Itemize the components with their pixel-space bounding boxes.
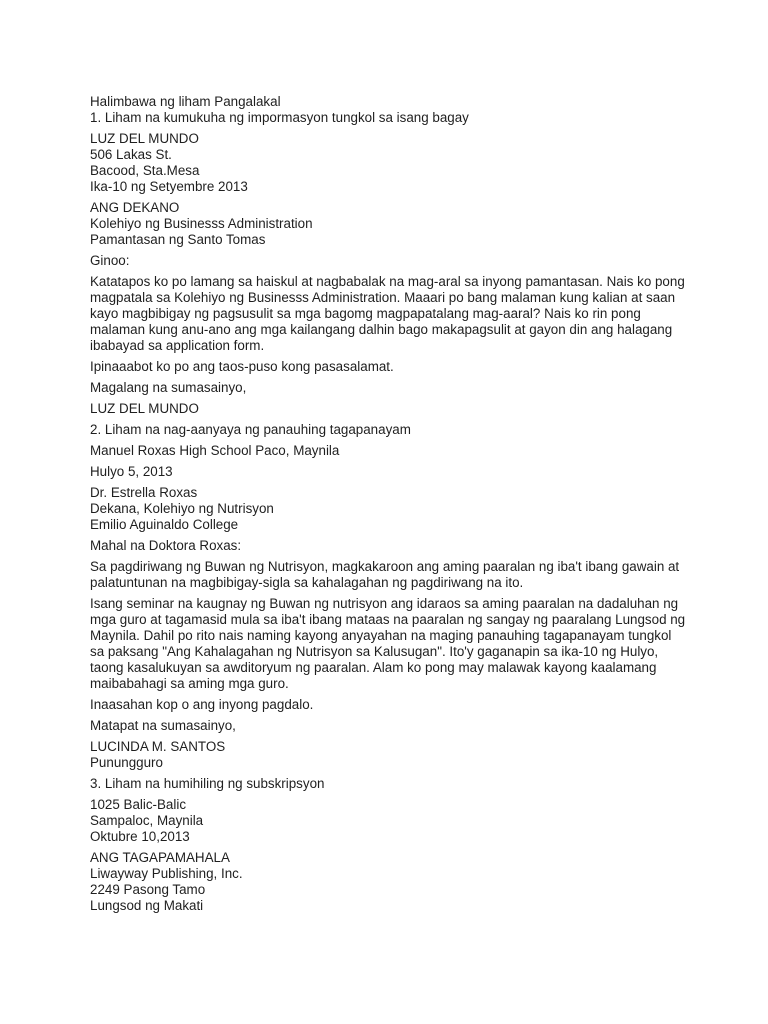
letter-2-paragraph-1 bbox=[90, 559, 690, 591]
letter-3-recipient-street: 2249 Pasong Tamo bbox=[90, 882, 206, 897]
letter-1-body bbox=[90, 274, 690, 354]
letter-2-sender-address: Manuel Roxas High School Paco, Maynila bbox=[90, 443, 340, 458]
section-2-heading: 2. Liham na nag-aanyaya ng panauhing tagapanayam bbox=[90, 422, 411, 437]
letter-2-salutation: Mahal na Doktora Roxas: bbox=[90, 538, 242, 553]
letter-2-para-3: Inaasahan kop o ang inyong pagdalo. bbox=[90, 697, 314, 712]
letter-2-recipient-name: Dr. Estrella Roxas bbox=[90, 485, 198, 500]
letter-3-date: Oktubre 10,2013 bbox=[90, 829, 190, 844]
letter-1-recipient-school: Pamantasan ng Santo Tomas bbox=[90, 232, 266, 247]
letter-1-body-line: Katatapos ko po lamang sa haiskul at nagbabalak na mag-aral sa inyong pamantasan. Nais ko pong bbox=[90, 274, 685, 289]
letter-1-recipient-block bbox=[90, 200, 690, 248]
letter-1-sender-street: 506 Lakas St. bbox=[90, 147, 172, 162]
letter-1-body-line: ibabayad sa application form. bbox=[90, 338, 265, 353]
letter-2-signature-name: LUCINDA M. SANTOS bbox=[90, 739, 226, 754]
letter-1-body-line: magpatala sa Kolehiyo ng Businesss Administration. Maaari po bang malaman kung kalian at saan bbox=[90, 290, 676, 305]
letter-1-sender-name: LUZ DEL MUNDO bbox=[90, 131, 199, 146]
document-page bbox=[90, 94, 690, 919]
section-2-heading-block bbox=[90, 422, 690, 438]
letter-2-para-2-line: Maynila. Dahil po rito nais naming kayong anyayahan na maging panauhing tagapanayam tungkol bbox=[90, 628, 672, 643]
letter-2-closing: Matapat na sumasainyo, bbox=[90, 718, 236, 733]
letter-1-date: Ika-10 ng Setyembre 2013 bbox=[90, 179, 248, 194]
letter-2-para-1-line: palatuntunan na magbibigay-sigla sa kahalagahan ng pagdiriwang na ito. bbox=[90, 575, 524, 590]
letter-1-body-line: kayo magbibigay ng pagsusulit sa mga bagomg magpapatalang mag-aaral? Nais ko rin pong bbox=[90, 306, 641, 321]
letter-1-salutation-block bbox=[90, 253, 690, 269]
letter-2-sender-block bbox=[90, 443, 690, 459]
letter-2-recipient-block bbox=[90, 485, 690, 533]
letter-2-closing-block bbox=[90, 718, 690, 734]
document-header bbox=[90, 94, 690, 126]
letter-2-signature-block bbox=[90, 739, 690, 771]
letter-2-para-2-line: maibabahagi sa aming mga guro. bbox=[90, 676, 289, 691]
letter-2-para-2-line: sa paksang "Ang Kahalagahan ng Nutrisyon sa Kalusugan". Ito'y gaganapin sa ika-10 ng Hulyo, bbox=[90, 644, 659, 659]
letter-2-date: Hulyo 5, 2013 bbox=[90, 464, 173, 479]
letter-1-sender-block bbox=[90, 131, 690, 195]
section-3-heading: 3. Liham na humihiling ng subskripsyon bbox=[90, 776, 325, 791]
letter-2-paragraph-3 bbox=[90, 697, 690, 713]
letter-1-closing: Magalang na sumasainyo, bbox=[90, 380, 247, 395]
letter-1-signature: LUZ DEL MUNDO bbox=[90, 401, 199, 416]
letter-1-thanks: Ipinaaabot ko po ang taos-puso kong pasasalamat. bbox=[90, 359, 394, 374]
letter-3-recipient-block bbox=[90, 850, 690, 914]
letter-1-recipient-title: ANG DEKANO bbox=[90, 200, 180, 215]
letter-3-sender-city: Sampaloc, Maynila bbox=[90, 813, 204, 828]
letter-2-paragraph-2 bbox=[90, 596, 690, 692]
letter-2-salutation-block bbox=[90, 538, 690, 554]
letter-3-recipient-company: Liwayway Publishing, Inc. bbox=[90, 866, 243, 881]
letter-2-para-2-line: mga guro at tagamasid mula sa iba't ibang mataas na paaralan ng sangay ng paaralang Lungsod ng bbox=[90, 612, 686, 627]
letter-2-date-block bbox=[90, 464, 690, 480]
document-title: Halimbawa ng liham Pangalakal bbox=[90, 94, 281, 109]
letter-2-para-2-line: taong kasalukuyan sa awditoryum ng paaralan. Alam ko pong may malawak kayong kaalamang bbox=[90, 660, 657, 675]
letter-3-sender-block bbox=[90, 797, 690, 845]
letter-1-recipient-dept: Kolehiyo ng Businesss Administration bbox=[90, 216, 313, 231]
letter-3-sender-street: 1025 Balic-Balic bbox=[90, 797, 187, 812]
section-3-heading-block bbox=[90, 776, 690, 792]
section-1-heading: 1. Liham na kumukuha ng impormasyon tungkol sa isang bagay bbox=[90, 110, 469, 125]
letter-1-body-line: malaman kung anu-ano ang mga kailangang dalhin bago makapagsulit at gayon din ang halagang bbox=[90, 322, 673, 337]
letter-2-recipient-title: Dekana, Kolehiyo ng Nutrisyon bbox=[90, 501, 274, 516]
letter-1-salutation: Ginoo: bbox=[90, 253, 130, 268]
letter-1-sender-city: Bacood, Sta.Mesa bbox=[90, 163, 200, 178]
letter-3-recipient-title: ANG TAGAPAMAHALA bbox=[90, 850, 230, 865]
letter-2-para-2-line: Isang seminar na kaugnay ng Buwan ng nutrisyon ang idaraos sa aming paaralan na dadaluhan ng bbox=[90, 596, 679, 611]
letter-2-signature-title: Punungguro bbox=[90, 755, 163, 770]
letter-1-thanks-block bbox=[90, 359, 690, 375]
letter-2-recipient-school: Emilio Aguinaldo College bbox=[90, 517, 239, 532]
letter-1-closing-block bbox=[90, 380, 690, 396]
letter-1-signature-block bbox=[90, 401, 690, 417]
letter-2-para-1-line: Sa pagdiriwang ng Buwan ng Nutrisyon, magkakaroon ang aming paaralan ng iba't ibang gawain at bbox=[90, 559, 680, 574]
letter-3-recipient-city: Lungsod ng Makati bbox=[90, 898, 204, 913]
